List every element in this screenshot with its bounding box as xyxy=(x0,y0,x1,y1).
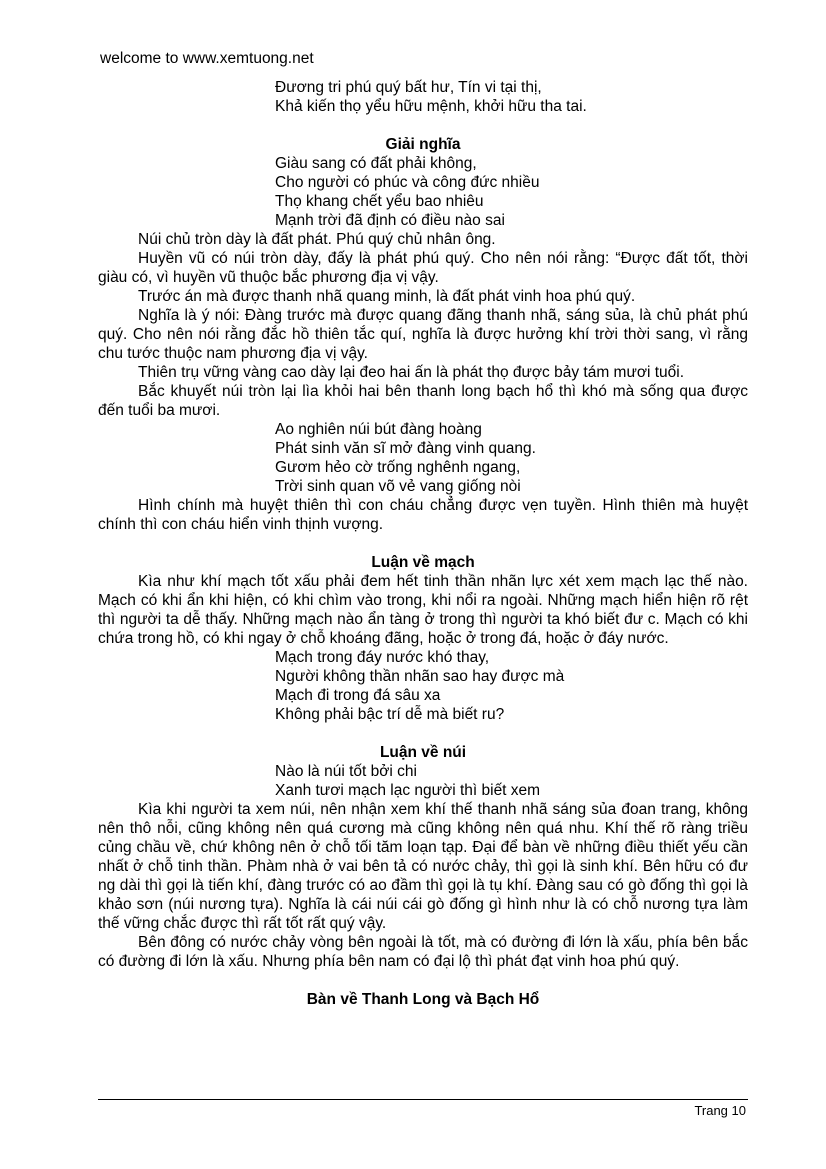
paragraph: Bên đông có nước chảy vòng bên ngoài là tốt, mà có đường đi lớn là xấu, phía bên bắc có đường đi lớn là xấu. Nhưng phía bên nam có đại lộ thì phát đạt vinh hoa phú quý. xyxy=(98,934,748,970)
page-number: Trang 10 xyxy=(694,1103,746,1118)
paragraph: Kìa khi người ta xem núi, nên nhận xem khí thế thanh nhã sáng sủa đoan trang, không nên thô nỗi, cũng không nên quá cương mà cũng không nên quá nhu. Khí thế rõ ràng triều củng chầu về, chứ không nên ở chỗ tối tăm loạn tạp. Đại để bàn về những điều thiết yếu cần nhất ở chỗ tinh thần. Phàm nhà ở vai bên tả có nước chảy, thì gọi là sinh khí. Bên hữu có đư ng dài thì gọi là tiến khí, đàng trước có ao đầm thì gọi là tụ khí. Đàng sau có gò đống thì gọi là khảo sơn (núi nương tựa). Nghĩa là cái núi cái gò đống gì hình như là có chỗ nương tựa làm thế vững chắc được thì rất tốt rất quý vậy. xyxy=(98,801,748,932)
verse-line: Trời sinh quan võ vẻ vang giống nòi xyxy=(275,478,521,495)
verse-line: Phát sinh văn sĩ mở đàng vinh quang. xyxy=(275,440,536,457)
document-body xyxy=(98,78,748,1009)
section-heading: Bàn về Thanh Long và Bạch Hổ xyxy=(306,991,540,1008)
verse-block xyxy=(98,154,748,230)
verse-line: Mạnh trời đã định có điều nào sai xyxy=(275,212,505,229)
verse-line: Ao nghiên núi bút đàng hoàng xyxy=(275,421,482,438)
paragraph: Trước án mà được thanh nhã quang minh, là đất phát vinh hoa phú quý. xyxy=(138,288,636,305)
section-heading: Giải nghĩa xyxy=(385,136,461,153)
verse-line: Thọ khang chết yểu bao nhiêu xyxy=(275,193,484,210)
verse-line: Nào là núi tốt bởi chi xyxy=(275,763,417,780)
verse-block xyxy=(98,420,748,496)
paragraph: Kìa như khí mạch tốt xấu phải đem hết tinh thần nhãn lực xét xem mạch lạc thế nào. Mạch có khi ẩn khi hiện, có khi chìm vào trong, khi nổi ra ngoài. Những mạch hiển hiện rõ rệt thì người ta dễ thấy. Những mạch nào ẩn tàng ở trong thì người ta khó biết đư c. Mạch có khi chứa trong hồ, có khi ngay ở chỗ khoáng đãng, hoặc ở trong đá, hoặc ở đáy nước. xyxy=(98,573,748,647)
verse-block xyxy=(98,78,748,116)
verse-line: Mạch đi trong đá sâu xa xyxy=(275,687,441,704)
verse-line: Người không thần nhãn sao hay được mà xyxy=(275,668,565,685)
site-header: welcome to www.xemtuong.net xyxy=(100,50,314,67)
paragraph: Thiên trụ vững vàng cao dày lại đeo hai ấn là phát thọ được bảy tám mươi tuổi. xyxy=(138,364,685,381)
verse-line: Khả kiến thọ yểu hữu mệnh, khởi hữu tha tai. xyxy=(275,98,587,115)
verse-line: Đương tri phú quý bất hư, Tín vi tại thị, xyxy=(275,79,542,96)
verse-line: Không phải bậc trí dễ mà biết ru? xyxy=(275,706,505,723)
footer-divider xyxy=(98,1099,748,1100)
verse-line: Gươm hẻo cờ trống nghênh ngang, xyxy=(275,459,521,476)
paragraph: Bắc khuyết núi tròn lại lìa khỏi hai bên thanh long bạch hổ thì khó mà sống qua được đến tuổi ba mươi. xyxy=(98,383,748,419)
verse-line: Mạch trong đáy nước khó thay, xyxy=(275,649,490,666)
paragraph: Núi chủ tròn dày là đất phát. Phú quý chủ nhân ông. xyxy=(138,231,496,248)
section-heading: Luận về mạch xyxy=(371,554,475,571)
section-heading: Luận về núi xyxy=(379,744,467,761)
verse-line: Giàu sang có đất phải không, xyxy=(275,155,477,172)
verse-block xyxy=(98,648,748,724)
verse-line: Xanh tươi mạch lạc người thì biết xem xyxy=(275,782,541,799)
paragraph: Huyền vũ có núi tròn dày, đấy là phát phú quý. Cho nên nói rằng: “Được đất tốt, thời giàu có, vì huyền vũ thuộc bắc phương địa vị vậy. xyxy=(98,250,748,286)
verse-line: Cho người có phúc và công đức nhiều xyxy=(275,174,540,191)
verse-block xyxy=(98,762,748,800)
paragraph: Hình chính mà huyệt thiên thì con cháu chẳng được vẹn tuyền. Hình thiên mà huyệt chính thì con cháu hiển vinh thịnh vượng. xyxy=(98,497,748,533)
paragraph: Nghĩa là ý nói: Đàng trước mà được quang đãng thanh nhã, sáng sủa, là chủ phát phú quý. Cho nên nói rằng đắc hồ thiên tắc quí, nghĩa là được hưởng khí trời thời sang, vì rằng chu tước thuộc nam phương địa vị vậy. xyxy=(98,307,748,362)
